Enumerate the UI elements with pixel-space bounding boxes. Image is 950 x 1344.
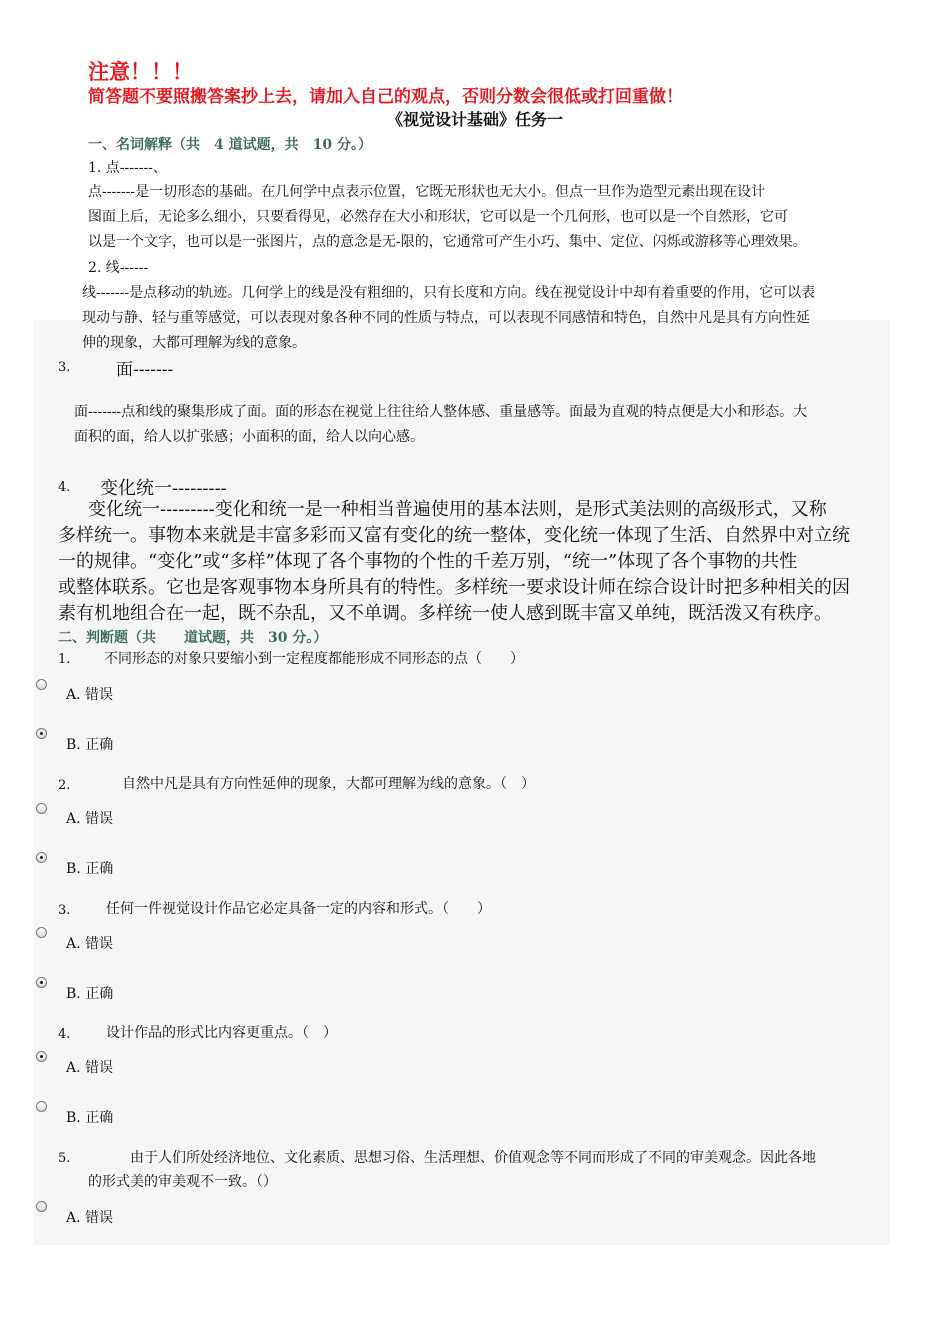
term4-number: 4. <box>58 480 71 495</box>
option-label: A. 错误 <box>66 687 114 703</box>
radio-q4-b[interactable] <box>36 1101 47 1112</box>
option-label: B. 正确 <box>66 861 114 877</box>
question-text-cont: 的形式美的审美观不一致。（） <box>88 1174 277 1190</box>
term3-label: 面------- <box>116 360 174 380</box>
warning-text: 简答题不要照搬答案抄上去，请加入自己的观点，否则分数会很低或打回重做！ <box>88 87 683 107</box>
term3-answer <box>74 400 807 450</box>
radio-q3-b[interactable] <box>36 977 47 988</box>
question-number: 5. <box>58 1151 71 1166</box>
term3-number: 3. <box>58 360 71 375</box>
answer-line: 伸的现象，大都可理解为线的意象。 <box>82 335 306 351</box>
question-text: 由于人们所处经济地位、文化素质、思想习俗、生活理想、价值观念等不同而形成了不同的审美观念。因此各地 <box>130 1150 816 1166</box>
option-label: A. 错误 <box>66 1060 114 1076</box>
answer-line: 素有机地组合在一起，既不杂乱，又不单调。多样统一使人感到既丰富又单纯，既活泼又有秩序。 <box>58 603 832 624</box>
radio-q2-b[interactable] <box>36 852 47 863</box>
radio-q1-a[interactable] <box>36 679 47 690</box>
answer-line: 面积的面，给人以扩张感；小面积的面，给人以向心感。 <box>74 429 424 445</box>
option-label: B. 正确 <box>66 1110 114 1126</box>
section2-heading: 二、判断题（共 道试题，共 30 分。） <box>58 630 328 646</box>
answer-line: 点-------是一切形态的基础。在几何学中点表示位置，它既无形状也无大小。但点一旦作为造型元素出现在设计 <box>88 184 766 200</box>
option-label: B. 正确 <box>66 737 114 753</box>
answer-line: 现动与静、轻与重等感觉，可以表现对象各种不同的性质与特点，可以表现不同感情和特色，自然中凡是具有方向性延 <box>82 310 810 326</box>
answer-line: 一的规律。“变化”或“多样”体现了各个事物的个性的千差万别，“统一”体现了各个事物的共性 <box>58 551 798 572</box>
term4-label: 变化统一--------- <box>100 478 227 499</box>
answer-line: 以是一个文字，也可以是一张图片，点的意念是无-限的，它通常可产生小巧、集中、定位、闪烁或游移等心理效果。 <box>88 234 807 250</box>
answer-line: 面-------点和线的聚集形成了面。面的形态在视觉上往往给人整体感、重量感等。面最为直观的特点便是大小和形态。大 <box>74 404 808 420</box>
question-text: 自然中凡是具有方向性延伸的现象，大都可理解为线的意象。（ ） <box>122 776 535 792</box>
question-text: 设计作品的形式比内容更重点。（ ） <box>106 1025 337 1041</box>
question-number: 4. <box>58 1027 71 1042</box>
answer-line: 或整体联系。它也是客观事物本身所具有的特性。多样统一要求设计师在综合设计时把多种相关的因 <box>58 577 850 598</box>
warning-title: 注意！！！ <box>88 59 193 84</box>
question-number: 2. <box>58 778 71 793</box>
option-label: B. 正确 <box>66 986 114 1002</box>
term2-answer <box>82 281 815 356</box>
term2-label: 2. 线------ <box>88 260 149 276</box>
option-label: A. 错误 <box>66 936 114 952</box>
radio-q2-a[interactable] <box>36 803 47 814</box>
radio-q3-a[interactable] <box>36 927 47 938</box>
term1-answer <box>88 180 807 255</box>
term4-answer <box>58 497 850 627</box>
answer-line: 图面上后，无论多么细小，只要看得见，必然存在大小和形状，它可以是一个几何形，也可以是一个自然形，它可 <box>88 209 788 225</box>
option-label: A. 错误 <box>66 811 114 827</box>
term1-label: 1. 点-------、 <box>88 160 167 176</box>
radio-q1-b[interactable] <box>36 728 47 739</box>
question-number: 1. <box>58 652 71 667</box>
question-number: 3. <box>58 903 71 918</box>
question-text: 任何一件视觉设计作品它必定具备一定的内容和形式。（ ） <box>106 901 491 917</box>
answer-line: 变化统一---------变化和统一是一种相当普遍使用的基本法则，是形式美法则的高级形式，又称 <box>88 499 827 520</box>
radio-q5-a[interactable] <box>36 1201 47 1212</box>
question-text: 不同形态的对象只要缩小到一定程度都能形成不同形态的点（ ） <box>104 651 524 667</box>
radio-q4-a[interactable] <box>36 1051 47 1062</box>
document-title: 《视觉设计基础》任务一 <box>386 110 563 129</box>
section1-heading: 一、名词解释（共 4 道试题，共 10 分。） <box>88 137 372 153</box>
option-label: A. 错误 <box>66 1210 114 1226</box>
answer-line: 线-------是点移动的轨迹。几何学上的线是没有粗细的，只有长度和方向。线在视觉设计中却有着重要的作用，它可以表 <box>82 285 816 301</box>
answer-line: 多样统一。事物本来就是丰富多彩而又富有变化的统一整体，变化统一体现了生活、自然界中对立统 <box>58 525 850 546</box>
